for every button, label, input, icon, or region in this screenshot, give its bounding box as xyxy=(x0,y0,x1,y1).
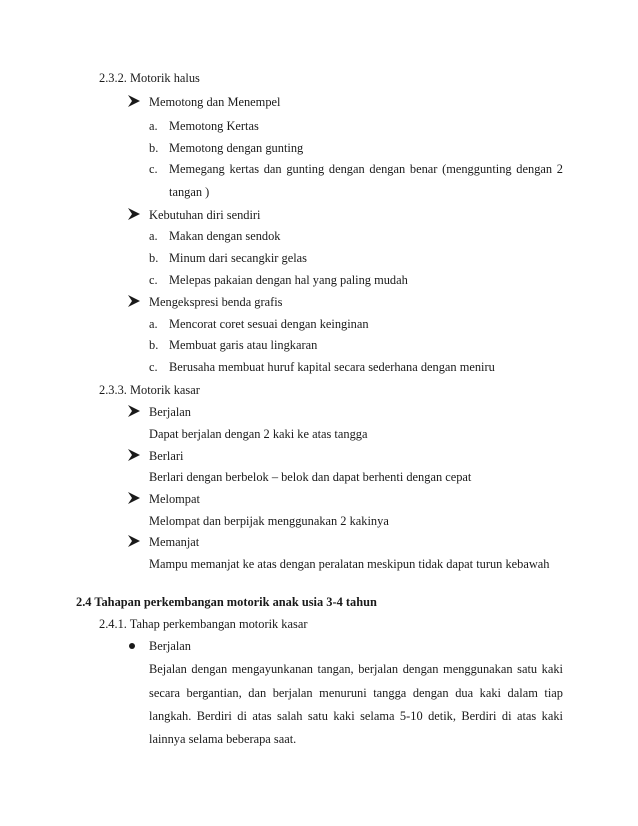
list-marker-c: c. xyxy=(149,273,158,287)
list-marker-a: a. xyxy=(149,229,158,243)
group-title-mengekspresi: Mengekspresi benda grafis xyxy=(149,295,283,309)
item-description: Melompat dan berpijak menggunakan 2 kakinya xyxy=(149,514,389,528)
list-marker-b: b. xyxy=(149,251,159,265)
paragraph-line: secara bergantian, dan berjalan menuruni tangga dengan dua kaki dalam tiap xyxy=(149,686,563,700)
list-item-text: Melepas pakaian dengan hal yang paling mudah xyxy=(169,273,408,287)
list-marker-c: c. xyxy=(149,360,158,374)
group-title-kebutuhan: Kebutuhan diri sendiri xyxy=(149,208,261,222)
paragraph-line: lainnya selama beberapa saat. xyxy=(149,732,297,746)
list-marker-b: b. xyxy=(149,141,159,155)
item-title: Memanjat xyxy=(149,535,200,549)
arrow-bullet-icon xyxy=(127,404,143,420)
arrow-bullet-icon xyxy=(127,94,143,110)
list-marker-a: a. xyxy=(149,119,158,133)
list-item-text: Memegang kertas dan gunting dengan dengan benar (menggunting dengan 2 xyxy=(169,162,563,176)
section-heading-2-3-3: 2.3.3. Motorik kasar xyxy=(99,383,200,397)
section-heading-2-3-2: 2.3.2. Motorik halus xyxy=(99,71,200,85)
arrow-bullet-icon xyxy=(127,534,143,550)
arrow-bullet-icon xyxy=(127,207,143,223)
list-item-text: Minum dari secangkir gelas xyxy=(169,251,307,265)
list-item-text: Memotong dengan gunting xyxy=(169,141,304,155)
arrow-bullet-icon xyxy=(127,294,143,310)
dot-bullet-icon xyxy=(129,643,135,649)
item-description: Dapat berjalan dengan 2 kaki ke atas tangga xyxy=(149,427,368,441)
arrow-bullet-icon xyxy=(127,448,143,464)
arrow-bullet-icon xyxy=(127,491,143,507)
item-title: Berjalan xyxy=(149,405,191,419)
list-item-text: Makan dengan sendok xyxy=(169,229,281,243)
paragraph-line: Bejalan dengan mengayunkanan tangan, berjalan dengan menggunakan satu kaki xyxy=(149,662,563,676)
group-title-memotong: Memotong dan Menempel xyxy=(149,95,281,109)
item-description: Mampu memanjat ke atas dengan peralatan meskipun tidak dapat turun kebawah xyxy=(149,557,550,571)
list-marker-a: a. xyxy=(149,317,158,331)
item-title: Melompat xyxy=(149,492,200,506)
list-item-text: Mencorat coret sesuai dengan keinginan xyxy=(169,317,369,331)
paragraph-line: langkah. Berdiri di atas salah satu kaki selama 5-10 detik, Berdiri di atas kaki xyxy=(149,709,563,723)
item-title: Berlari xyxy=(149,449,184,463)
subsection-heading-2-4-1: 2.4.1. Tahap perkembangan motorik kasar xyxy=(99,617,308,631)
list-marker-c: c. xyxy=(149,162,158,176)
list-item-text-continued: tangan ) xyxy=(169,185,210,199)
section-heading-2-4: 2.4 Tahapan perkembangan motorik anak usia 3-4 tahun xyxy=(76,595,377,609)
list-item-text: Memotong Kertas xyxy=(169,119,259,133)
list-item-text: Berusaha membuat huruf kapital secara sederhana dengan meniru xyxy=(169,360,495,374)
item-description: Berlari dengan berbelok – belok dan dapat berhenti dengan cepat xyxy=(149,470,472,484)
list-item-text: Membuat garis atau lingkaran xyxy=(169,338,318,352)
item-title: Berjalan xyxy=(149,639,191,653)
list-marker-b: b. xyxy=(149,338,159,352)
